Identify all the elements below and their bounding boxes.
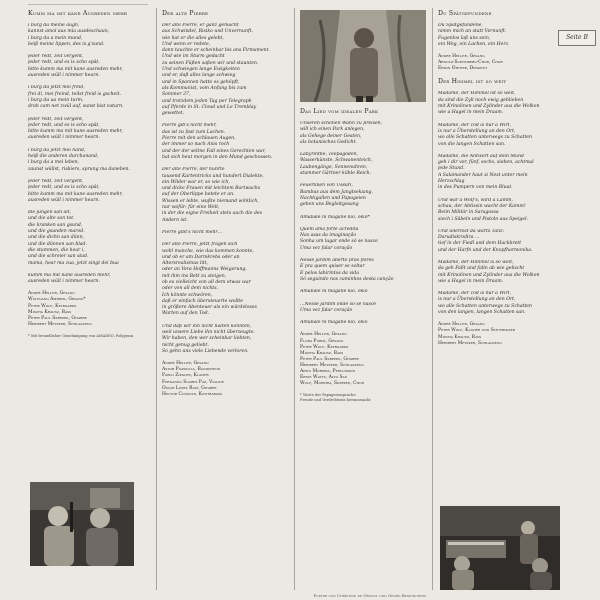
- song-title: Kumm ma mit kane Ausreden mehr: [28, 10, 128, 17]
- studio-photo-left: [30, 482, 134, 566]
- song-title: Der alte Pierre: [162, 10, 209, 17]
- verse: Pierre gibt's nicht mehr…: [162, 229, 223, 235]
- credits: André Heller, Gesang Wolfgang Ambros, Gesang* Peter Wolf, Keyboards Mischa Krausz, Baß Peter Paul Skrepek, Gitarre Heribert Metzker, Schlagzeug: [28, 291, 92, 327]
- verse: Und unerlöst da warts Tanz: Darudiskrodira … tief in der Fiedl und dem Hackbrett und der Harfn und der Knopfharmonika.: [438, 228, 533, 253]
- verse: i burg da meine augn, kannst amol aus mia ausdeschaun, i burg da a mein mund, beiß meine lippen, des is g'sund.: [28, 23, 110, 47]
- verse: jeder redt, zeit vergeht, jeder redt, und es is scho spät, bitte kumm ma mit kane ausreden mehr, ausreden wüll i nimmer hearn.: [28, 116, 123, 141]
- verse: Nesse jardim aberto pras flores E pra quem quiser se soltar E pelos labirintos da vida Só seguindo nos caminhos desta canção: [300, 258, 394, 282]
- verse: Pierre gib's nicht mehr, das ist zu fast zum Lachen. Pierre mit den schlauen Augen, der immer so nach Anis roch und der der seltne Fall eines Gerechten war, hat sich heut morgen in den Mund geschossen.: [162, 123, 273, 160]
- song-title: Der Himmel ist so weit: [438, 78, 507, 86]
- verse: Und daß wir ihn nicht halten konnten, weil unsere Liebe ihn nicht überzeugte. Wir haben, den wer scheinbar liebten, nicht genug geliebt. So gehn uns viele Liebende verloren.: [162, 323, 255, 354]
- verse: Madame, der Himmel ist so weit, da sind die Zyll noch ewig geblieben mit Krinolinen und Zylinder aus die Wolken wie a Hagel in mein Draam.: [438, 91, 540, 116]
- verse: i burg da jetzt mei freid, frei di, mei freind, teilst freid is gscheit. i burg da ua mein turm, drah cam net zwül auf, sunst bist vaturn.: [28, 85, 124, 110]
- portrait-photo: [300, 10, 426, 102]
- song-title: Du Spätgefundene: [438, 10, 492, 17]
- verse: Madame, der Himmel is so weit, da geh Fallt und falln ab wie gelischt mit Krinolinen und Zylinder aus die Wolken wie a Hagel in mein Draam.: [438, 260, 540, 284]
- verse: Labyrinthe, Teepagoden, Wasserkünste, Schwanenteich, Laubengänge, Sonnenuhren, stummer Gärtner kühle Reich.: [300, 152, 373, 177]
- footnote: * Mit freundlicher Genehmigung von AMADEO, Polygram: [28, 333, 133, 338]
- verse: jeder redt, zeit vergeht, jeder redt, und es is scho spät, bitte kumm ma mit kane ausreden mehr, ausreden wüll i nimmer hearn.: [28, 54, 123, 79]
- side-label: Seite B: [558, 30, 596, 46]
- footnote: * Worte der Papageiensprache Freude und Verdrehtsein herausmacht: [300, 393, 371, 403]
- song-title: Das Lied vom idealen Park: [300, 108, 379, 115]
- verse: Madame, der Tod is nur a Wirt, is nur a Überstellung an den Ort, wo alle Schatten unterwegs zu Schatten von die langen Schatten san.: [438, 122, 532, 147]
- column-idealer-park: [300, 108, 430, 600]
- verse: Der alte Pierre, jetzt fragen sich wohl manche, wie das kommen konnte, und ob er am Darmkrebs oder an Altersrealismus litt, oder an Vera Hoffmanns Weigerung, mit ihm ins Bett zu steigen, ob es vielleicht von all dem etwas war oder von all dem nichts. Ich könnte schwören, daß er einfach übersteuerte wollte in größere Abenteuer als ein würdeloses Warten auf den Tod.: [162, 242, 257, 317]
- verse: Quem ama forte acredita Nas asas da imaginação Sonha um lugar onde só se nasce Uma vez falar coração: [300, 226, 378, 251]
- verse: Madame, die Antwort auf dein Mund geh i dir vor, fünf, sechs, sieben, achtmal jede Stund. A Salamander haut si Nest unter mein Herzschlag in des Pumpern von mein Bluat.: [438, 153, 534, 191]
- credits: André Heller, Gesang Flora Purim, Gesang Peter Wolf, Keyboards Mischa Krausz, Baß Peter Paul Skrepek, Gitarre Heribert Metzker, Schlagzeug Airto Moreira, Percussion Ernie Watts, Alto Sax Wolf, Moreira, Skrepek, Chor: [300, 332, 364, 387]
- verse: Amubale ni magane kio, okio: [300, 289, 368, 295]
- verse: Amubale ni magane kio, okio: [300, 320, 368, 326]
- verse: Der alte Pierre, der hunrte tausend Kartentricks und hundert Dialekte, ein Wilder war er, so wie ich, und dicke Frauen mit leichtem Bartwuchs auf der Oberlippe betete er an. Wissen er lebte, wußte niemand wirklich, nur wofür: für eine Welt, in der die eigne Freiheit stets auch die des Andern ist.: [162, 167, 264, 223]
- verse: Und war a Wolf's, wird a Lamm, schau, der Abtissin wacht der Kamm! Beim Militär in Saragossa siech i Säbeln und Pistoln aus Speigel.: [438, 197, 529, 222]
- verse: Feuerlilien von Ussuri, Bambus aus dem Jangtsekiang, Nachtigallen und Papageien geben uns Begleitgesang: [300, 183, 373, 208]
- column-der-alte-pierre: [162, 10, 292, 600]
- verse: Amubale ni magane kio, okio*: [300, 214, 370, 220]
- credits: André Heller, Gesang Peter Wolf, Klavier und Synthesizer Mischa Krausz, Baß Heribert Metzker, Schlagzeug: [438, 322, 515, 346]
- studio-photo-right: [440, 506, 560, 590]
- column-divider: [432, 8, 433, 590]
- column-divider: [156, 8, 157, 590]
- verse: …Nesse jardim onde só se nasce Uma vez falar coração: [300, 301, 377, 313]
- photo-credit-footer: Poster von Christine de Grancy und Georg Resetschnig: [313, 593, 427, 598]
- credits: André Heller, Gesang Astor Piazzolla, Bandoneon Pablo Ziegler, Klavier Fernando Suarez Paz, Violine Oscar López Ruiz, Gitarre Hector Console, Kontrabaß: [162, 361, 224, 397]
- torn-label-strip: [28, 0, 148, 5]
- verse: kumm ma mit kane ausreden mehr, ausreden wüll i nimmer hearn.: [28, 272, 111, 285]
- credits: André Heller, Gesang Arnold-Schönberg-Chor, Chor Erwin Ortner, Dirigent: [438, 54, 503, 72]
- column-divider: [294, 8, 295, 590]
- verse: Unseren schönen Wahn zu preisen, will ich einen Park anlegen, als Gehege deiner Gesten, als botanisches Gedicht.: [300, 121, 383, 145]
- verse: die jungen san alt, und die alte san tot. die kranken san gsund, und die gsunden marod. und die dichn san dünn, und die dünnen san blad. die stummen, die hear i, und die schreier san stad. mama, hear ma zua, jetzt singt dei bua: [28, 210, 119, 266]
- verse: i burg da jetzt mei hand, heiß die anderen durchanand, i burg da a mei leben, zaunst wüllst, riskiers, sprung ma daneben.: [28, 147, 130, 172]
- verse: Der alte Pierre, er ganz gemacht aus Schwindel, Risiko und Unvernunft. wie hat er die alles gelebt, Und wenn er redete, dann tauchte er scheinbar bis ans Firmament. Und wie im Sturm gedacht zu seinen Füßen saßen wir und staunten. Und schwiegen lange Ewigkeiten und er, daß alles lange schwieg und in Spannen hatte es gehöpft, als Kommunist, vom Anfang bis zum Sommer 37, und trotzdem jeden Tag per Telegraph auf Pferde in St. Cloud und Le Tremblay gewettet.: [162, 23, 270, 117]
- verse: jeder redt, zeit vergeht, jeder redt, und es is scho spät, bitte kumm ma mit kane ausreden mehr, ausreden wüll i nimmer hearn.: [28, 178, 123, 203]
- verse: Madame, der Tod is nur a Wirt, is nur a Überstellung an den Ort, wo alle Schatten unterwegs zu Schatten von den langen, langen Schatten san.: [438, 291, 532, 316]
- verse: Du Spätgefundene, nimm mich an statt Vernunft. Fugenlos laß uns sein, ein Weg, ein Lachen, ein Herz.: [438, 23, 510, 47]
